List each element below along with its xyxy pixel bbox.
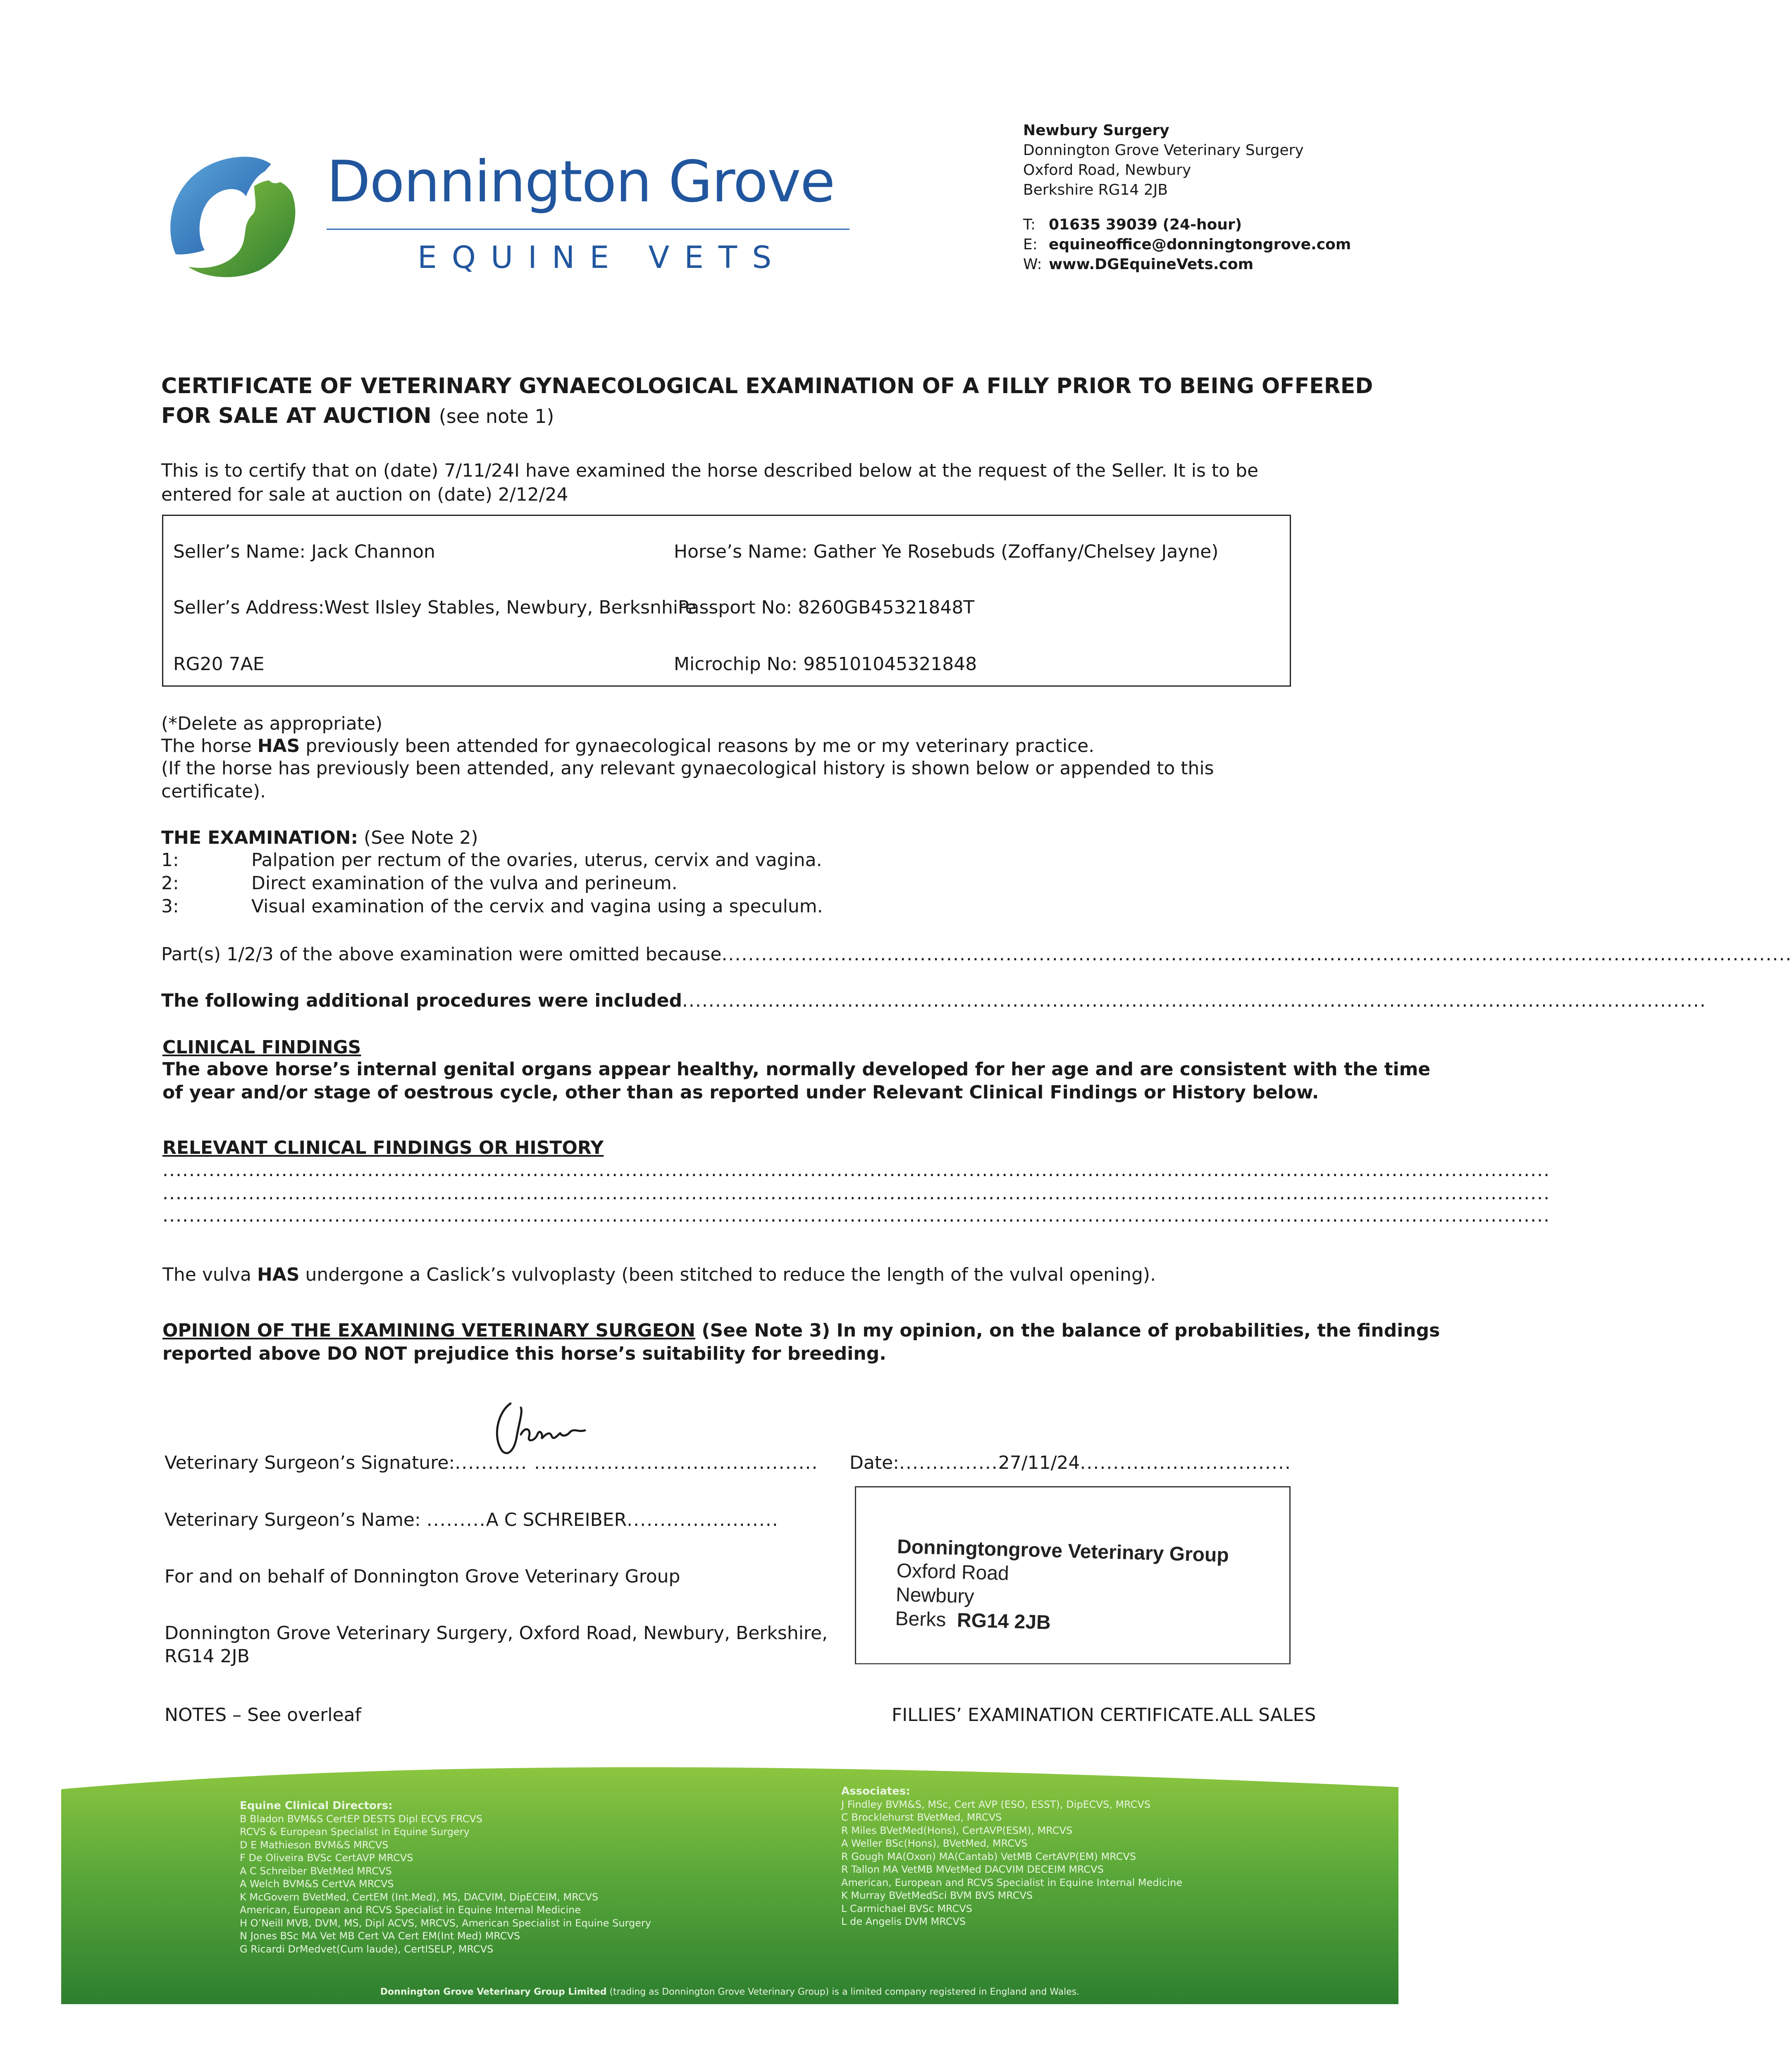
opinion-line-1-rest: (See Note 3) In my opinion, on the balance of probabilities, the findings <box>695 1320 1440 1341</box>
contact-details <box>1023 215 1351 274</box>
date-dots: ............... <box>899 1452 998 1473</box>
email-address: equineoffice@donningtongrove.com <box>1049 236 1351 253</box>
exam-item-num: 1: <box>161 850 179 871</box>
associate-entry: C Brocklehurst BVetMed, MRCVS <box>841 1812 1002 1823</box>
associate-entry: A Weller BSc(Hons), BVetMed, MRCVS <box>841 1838 1028 1849</box>
director-entry: G Ricardi DrMedvet(Cum laude), CertISELP, MRCVS <box>240 1943 494 1955</box>
title-note: (see note 1) <box>439 405 554 427</box>
associate-entry: K Murray BVetMedSci BVM BVS MRCVS <box>841 1890 1033 1901</box>
caslick-post: undergone a Caslick’s vulvoplasty (been stitched to reduce the length of the vulval opening). <box>299 1264 1156 1285</box>
company-registration <box>61 1987 1398 1997</box>
company-registration-text: (trading as Donnington Grove Veterinary Group) is a limited company registered in England and Wales. <box>606 1987 1080 1997</box>
exam-item-text: Visual examination of the cervix and vagina using a speculum. <box>251 896 823 917</box>
additional-line <box>161 989 1706 1013</box>
exam-item-text: Palpation per rectum of the ovaries, uterus, cervix and vagina. <box>251 850 822 871</box>
stamp-line: Oxford Road <box>896 1559 1009 1585</box>
stamp-text <box>895 1535 1229 1640</box>
additional-text: The following additional procedures were included <box>161 990 682 1011</box>
associate-entry: L Carmichael BVSc MRCVS <box>841 1902 972 1914</box>
surgeon-name-line <box>165 1508 779 1532</box>
omitted-text: Part(s) 1/2/3 of the above examination were omitted because <box>161 944 722 965</box>
director-entry: D E Mathieson BVM&S MRCVS <box>240 1839 389 1851</box>
contact-phone <box>1023 215 1351 235</box>
omitted-dots: .................................................................................................................................................................. <box>721 944 1792 965</box>
address-line: Oxford Road, Newbury <box>1023 162 1191 179</box>
caslick-statement <box>162 1263 1156 1287</box>
clinical-findings-line-2: of year and/or stage of oestrous cycle, other than as reported under Relevant Clinical Findings or History below. <box>162 1082 1319 1103</box>
associate-entry: L de Angelis DVM MRCVS <box>841 1916 966 1927</box>
logo-divider <box>327 229 849 230</box>
date-value: 27/11/24 <box>998 1452 1080 1473</box>
attended-has: HAS <box>257 735 300 757</box>
certificate-type: FILLIES’ EXAMINATION CERTIFICATE.ALL SALES <box>892 1704 1316 1726</box>
seller-address: Seller’s Address:West Ilsley Stables, Newbury, Berksnhire <box>173 597 697 618</box>
notes-overleaf: NOTES – See overleaf <box>165 1704 362 1726</box>
stamp-county: Berks <box>895 1607 947 1631</box>
relevant-findings-line: .................................................................................................................................................................................................................. <box>162 1205 1551 1226</box>
relevant-findings-line: .................................................................................................................................................................................................................. <box>162 1183 1551 1204</box>
contact-label: W: <box>1023 256 1042 273</box>
examination-heading <box>161 826 478 850</box>
attended-statement <box>161 734 1094 758</box>
address-line: Berkshire RG14 2JB <box>1023 181 1168 198</box>
surgery-address-line-2: RG14 2JB <box>165 1646 250 1667</box>
stamp-line: Donningtongrove Veterinary Group <box>897 1535 1229 1566</box>
caslick-pre: The vulva <box>162 1264 257 1285</box>
surgeon-name-value: A C SCHREIBER <box>486 1509 627 1530</box>
passport-number: Passport No: 8260GB45321848T <box>678 597 975 618</box>
practice-stamp <box>855 1486 1291 1664</box>
delete-note: (*Delete as appropriate) <box>161 713 383 734</box>
surgery-address <box>1023 121 1304 200</box>
directors-heading: Equine Clinical Directors: <box>240 1800 393 1812</box>
horse-logo-icon <box>159 147 302 283</box>
title-line-2 <box>161 401 1373 431</box>
intro-line-2: entered for sale at auction on (date) 2/12/24 <box>161 484 568 505</box>
clinical-findings-heading: CLINICAL FINDINGS <box>162 1037 361 1058</box>
director-entry: A C Schreiber BVetMed MRCVS <box>240 1865 392 1877</box>
director-entry: F De Oliveira BVSc CertAVP MRCVS <box>240 1852 413 1864</box>
date-label: Date: <box>849 1452 899 1473</box>
company-name: Donnington Grove Veterinary Group Limited <box>380 1987 607 1997</box>
surgeon-name-dots: ....................... <box>627 1509 779 1530</box>
associate-entry: R Tallon MA VetMB MVetMed DACVIM DECEIM MRCVS <box>841 1864 1104 1875</box>
attended-post: previously been attended for gynaecological reasons by me or my veterinary practice. <box>300 735 1095 757</box>
associates-heading: Associates: <box>841 1785 910 1797</box>
behalf-line: For and on behalf of Donnington Grove Veterinary Group <box>165 1566 680 1587</box>
title-line-2-text: FOR SALE AT AUCTION <box>161 403 432 428</box>
director-entry: RCVS & European Specialist in Equine Surgery <box>240 1826 470 1838</box>
certificate-title <box>161 371 1373 431</box>
associate-entry: American, European and RCVS Specialist in Equine Internal Medicine <box>841 1876 1183 1888</box>
directors-list <box>240 1800 651 1956</box>
director-entry: American, European and RCVS Specialist in Equine Internal Medicine <box>240 1904 581 1916</box>
contact-label: E: <box>1023 236 1038 253</box>
footer-band <box>61 1760 1398 2004</box>
relevant-findings-line: .................................................................................................................................................................................................................. <box>162 1160 1551 1181</box>
address-line: Donnington Grove Veterinary Surgery <box>1023 142 1304 159</box>
stamp-line: Newbury <box>895 1583 975 1608</box>
signature-dots: ........... ........................................... <box>455 1452 818 1473</box>
exam-item-num: 3: <box>161 896 179 917</box>
logo-title: Donnington Grove <box>327 148 835 215</box>
director-entry: B Bladon BVM&S CertEP DESTS Dipl ECVS FRCVS <box>240 1813 483 1825</box>
phone-number: 01635 39039 (24-hour) <box>1049 216 1242 233</box>
attended-note-1: (If the horse has previously been attended, any relevant gynaecological history is shown below or appended to this <box>161 758 1214 779</box>
opinion-line-2: reported above DO NOT prejudice this horse’s suitability for breeding. <box>162 1343 886 1364</box>
omitted-line <box>161 943 1792 967</box>
contact-label: T: <box>1023 216 1036 233</box>
opinion-heading: OPINION OF THE EXAMINING VETERINARY SURGEON <box>162 1320 696 1341</box>
logo-subtitle: EQUINE VETS <box>418 240 787 275</box>
caslick-has: HAS <box>257 1264 300 1285</box>
associate-entry: R Miles BVetMed(Hons), CertAVP(ESM), MRCVS <box>841 1824 1073 1836</box>
relevant-findings-heading: RELEVANT CLINICAL FINDINGS OR HISTORY <box>162 1137 604 1158</box>
surgery-name: Newbury Surgery <box>1023 122 1169 139</box>
director-entry: H O’Neill MVB, DVM, MS, Dipl ACVS, MRCVS, American Specialist in Equine Surgery <box>240 1917 651 1929</box>
exam-item-num: 2: <box>161 873 179 894</box>
contact-email <box>1023 235 1351 255</box>
surgeon-name-label: Veterinary Surgeon’s Name: <box>165 1509 427 1530</box>
date-dots: ................................ <box>1080 1452 1291 1473</box>
examination-note: (See Note 2) <box>358 827 478 848</box>
website: www.DGEquineVets.com <box>1049 256 1254 273</box>
contact-web <box>1023 255 1351 274</box>
date-line <box>849 1451 1291 1475</box>
surgery-address-line-1: Donnington Grove Veterinary Surgery, Oxford Road, Newbury, Berkshire, <box>165 1623 828 1644</box>
additional-dots: ........................................................................................................................................................... <box>682 990 1706 1011</box>
associate-entry: J Findley BVM&S, MSc, Cert AVP (ESO, ESST), DipECVS, MRCVS <box>841 1798 1151 1810</box>
director-entry: A Welch BVM&S CertVA MRCVS <box>240 1878 394 1890</box>
associate-entry: R Gough MA(Oxon) MA(Cantab) VetMB CertAVP(EM) MRCVS <box>841 1850 1136 1862</box>
seller-postcode: RG20 7AE <box>173 654 265 675</box>
exam-item-text: Direct examination of the vulva and perineum. <box>251 873 678 894</box>
director-entry: N Jones BSc MA Vet MB Cert VA Cert EM(Int Med) MRCVS <box>240 1930 520 1942</box>
horse-name: Horse’s Name: Gather Ye Rosebuds (Zoffany/Chelsey Jayne) <box>674 541 1219 562</box>
associates-list <box>841 1785 1182 1929</box>
attended-note-2: certificate). <box>161 781 266 802</box>
stamp-postcode: RG14 2JB <box>957 1609 1051 1634</box>
surgeon-name-dots: ......... <box>426 1509 486 1530</box>
title-line-1: CERTIFICATE OF VETERINARY GYNAECOLOGICAL EXAMINATION OF A FILLY PRIOR TO BEING OFFERED <box>161 374 1373 399</box>
microchip-number: Microchip No: 985101045321848 <box>674 654 977 675</box>
clinical-findings-line-1: The above horse’s internal genital organs appear healthy, normally developed for her age and are consistent with the time <box>162 1059 1431 1080</box>
opinion-line-1 <box>162 1319 1440 1343</box>
signature-line <box>165 1451 818 1475</box>
attended-pre: The horse <box>161 735 258 757</box>
examination-heading-text: THE EXAMINATION: <box>161 827 358 848</box>
director-entry: K McGovern BVetMed, CertEM (Int.Med), MS, DACVIM, DipECEIM, MRCVS <box>240 1891 599 1903</box>
intro-line-1: This is to certify that on (date) 7/11/24I have examined the horse described below at the request of the Seller. It is to be <box>161 460 1259 481</box>
seller-name: Seller’s Name: Jack Channon <box>173 541 435 562</box>
horse-details-box <box>162 515 1291 687</box>
logo-mark <box>159 147 302 283</box>
signature-label: Veterinary Surgeon’s Signature: <box>165 1452 455 1473</box>
